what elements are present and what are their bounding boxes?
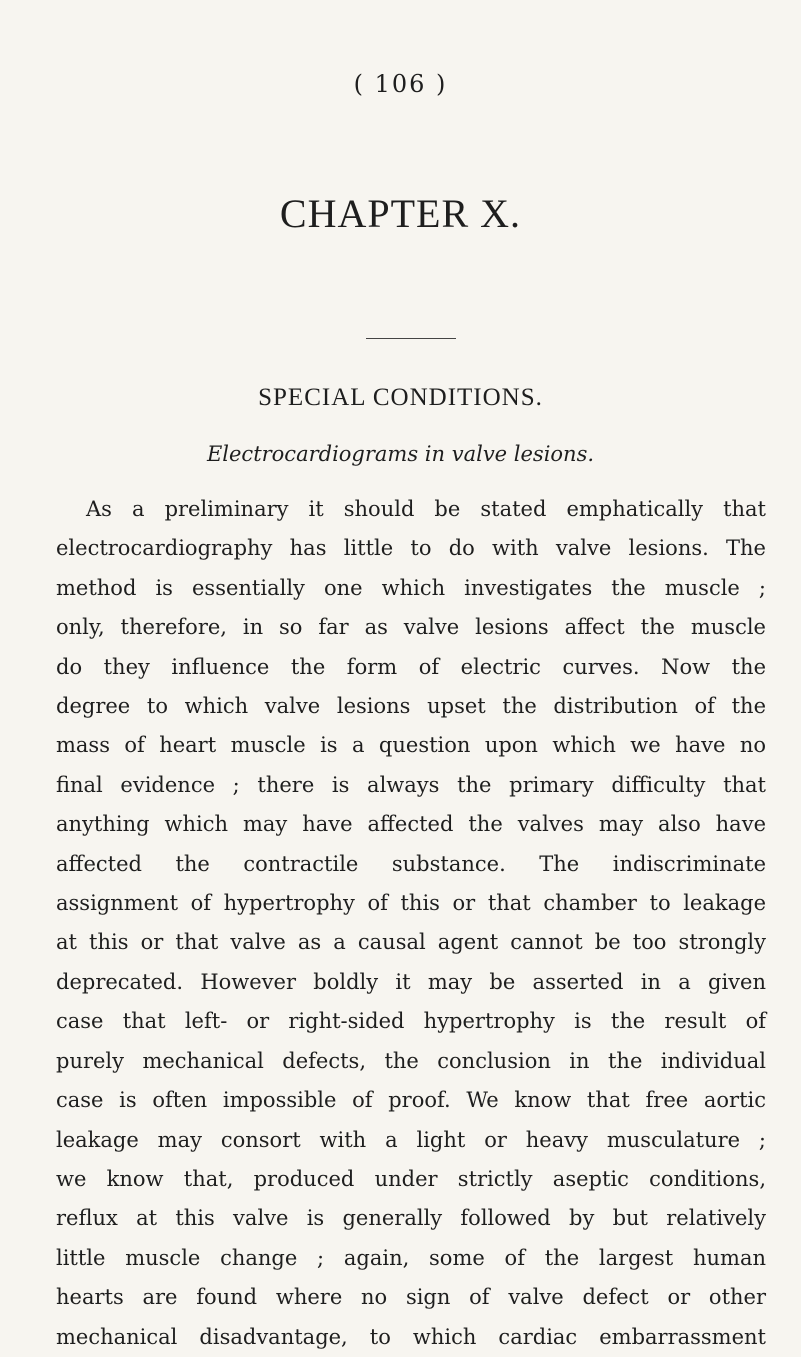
text-line: degree to which valve lesions upset the distribution of the: [56, 694, 766, 719]
text-line: at this or that valve as a causal agent cannot be too strongly: [56, 930, 766, 955]
text-line: we know that, produced under strictly aseptic conditions,: [56, 1166, 766, 1191]
text-line: case that left- or right-sided hypertrophy is the result of: [56, 1009, 766, 1034]
body-paragraph: [56, 490, 766, 1357]
text-line: do they influence the form of electric curves. Now the: [56, 654, 766, 679]
chapter-title: CHAPTER X.: [279, 191, 522, 236]
text-line: case is often impossible of proof. We know that free aortic: [56, 1088, 766, 1113]
text-line: As a preliminary it should be stated emphatically that: [86, 497, 766, 521]
text-line: electrocardiography has little to do with valve lesions. The: [56, 536, 766, 561]
text-line: purely mechanical defects, the conclusion in the individual: [56, 1048, 766, 1073]
text-line: method is essentially one which investigates the muscle ;: [56, 575, 766, 600]
text-line: affected the contractile substance. The indiscriminate: [56, 851, 766, 876]
text-line: little muscle change ; again, some of the largest human: [56, 1245, 766, 1270]
text-line: assignment of hypertrophy of this or that chamber to leakage: [56, 891, 766, 916]
section-title: SPECIAL CONDITIONS.: [258, 384, 543, 411]
text-line: reflux at this valve is generally followed by but relatively: [56, 1206, 766, 1231]
text-line: deprecated. However boldly it may be asserted in a given: [56, 969, 766, 994]
page-number: ( 106 ): [353, 70, 448, 98]
text-line: mass of heart muscle is a question upon which we have no: [56, 733, 766, 758]
text-line: only, therefore, in so far as valve lesions affect the muscle: [56, 615, 766, 640]
section-subtitle: Electrocardiograms in valve lesions.: [206, 442, 595, 466]
divider-rule: [366, 338, 456, 339]
text-line: leakage may consort with a light or heavy musculature ;: [56, 1127, 766, 1152]
text-line: final evidence ; there is always the primary difficulty that: [56, 772, 766, 797]
text-line: anything which may have affected the valves may also have: [56, 812, 766, 837]
text-line: mechanical disadvantage, to which cardiac embarrassment: [56, 1324, 766, 1349]
text-line: hearts are found where no sign of valve defect or other: [56, 1285, 766, 1310]
